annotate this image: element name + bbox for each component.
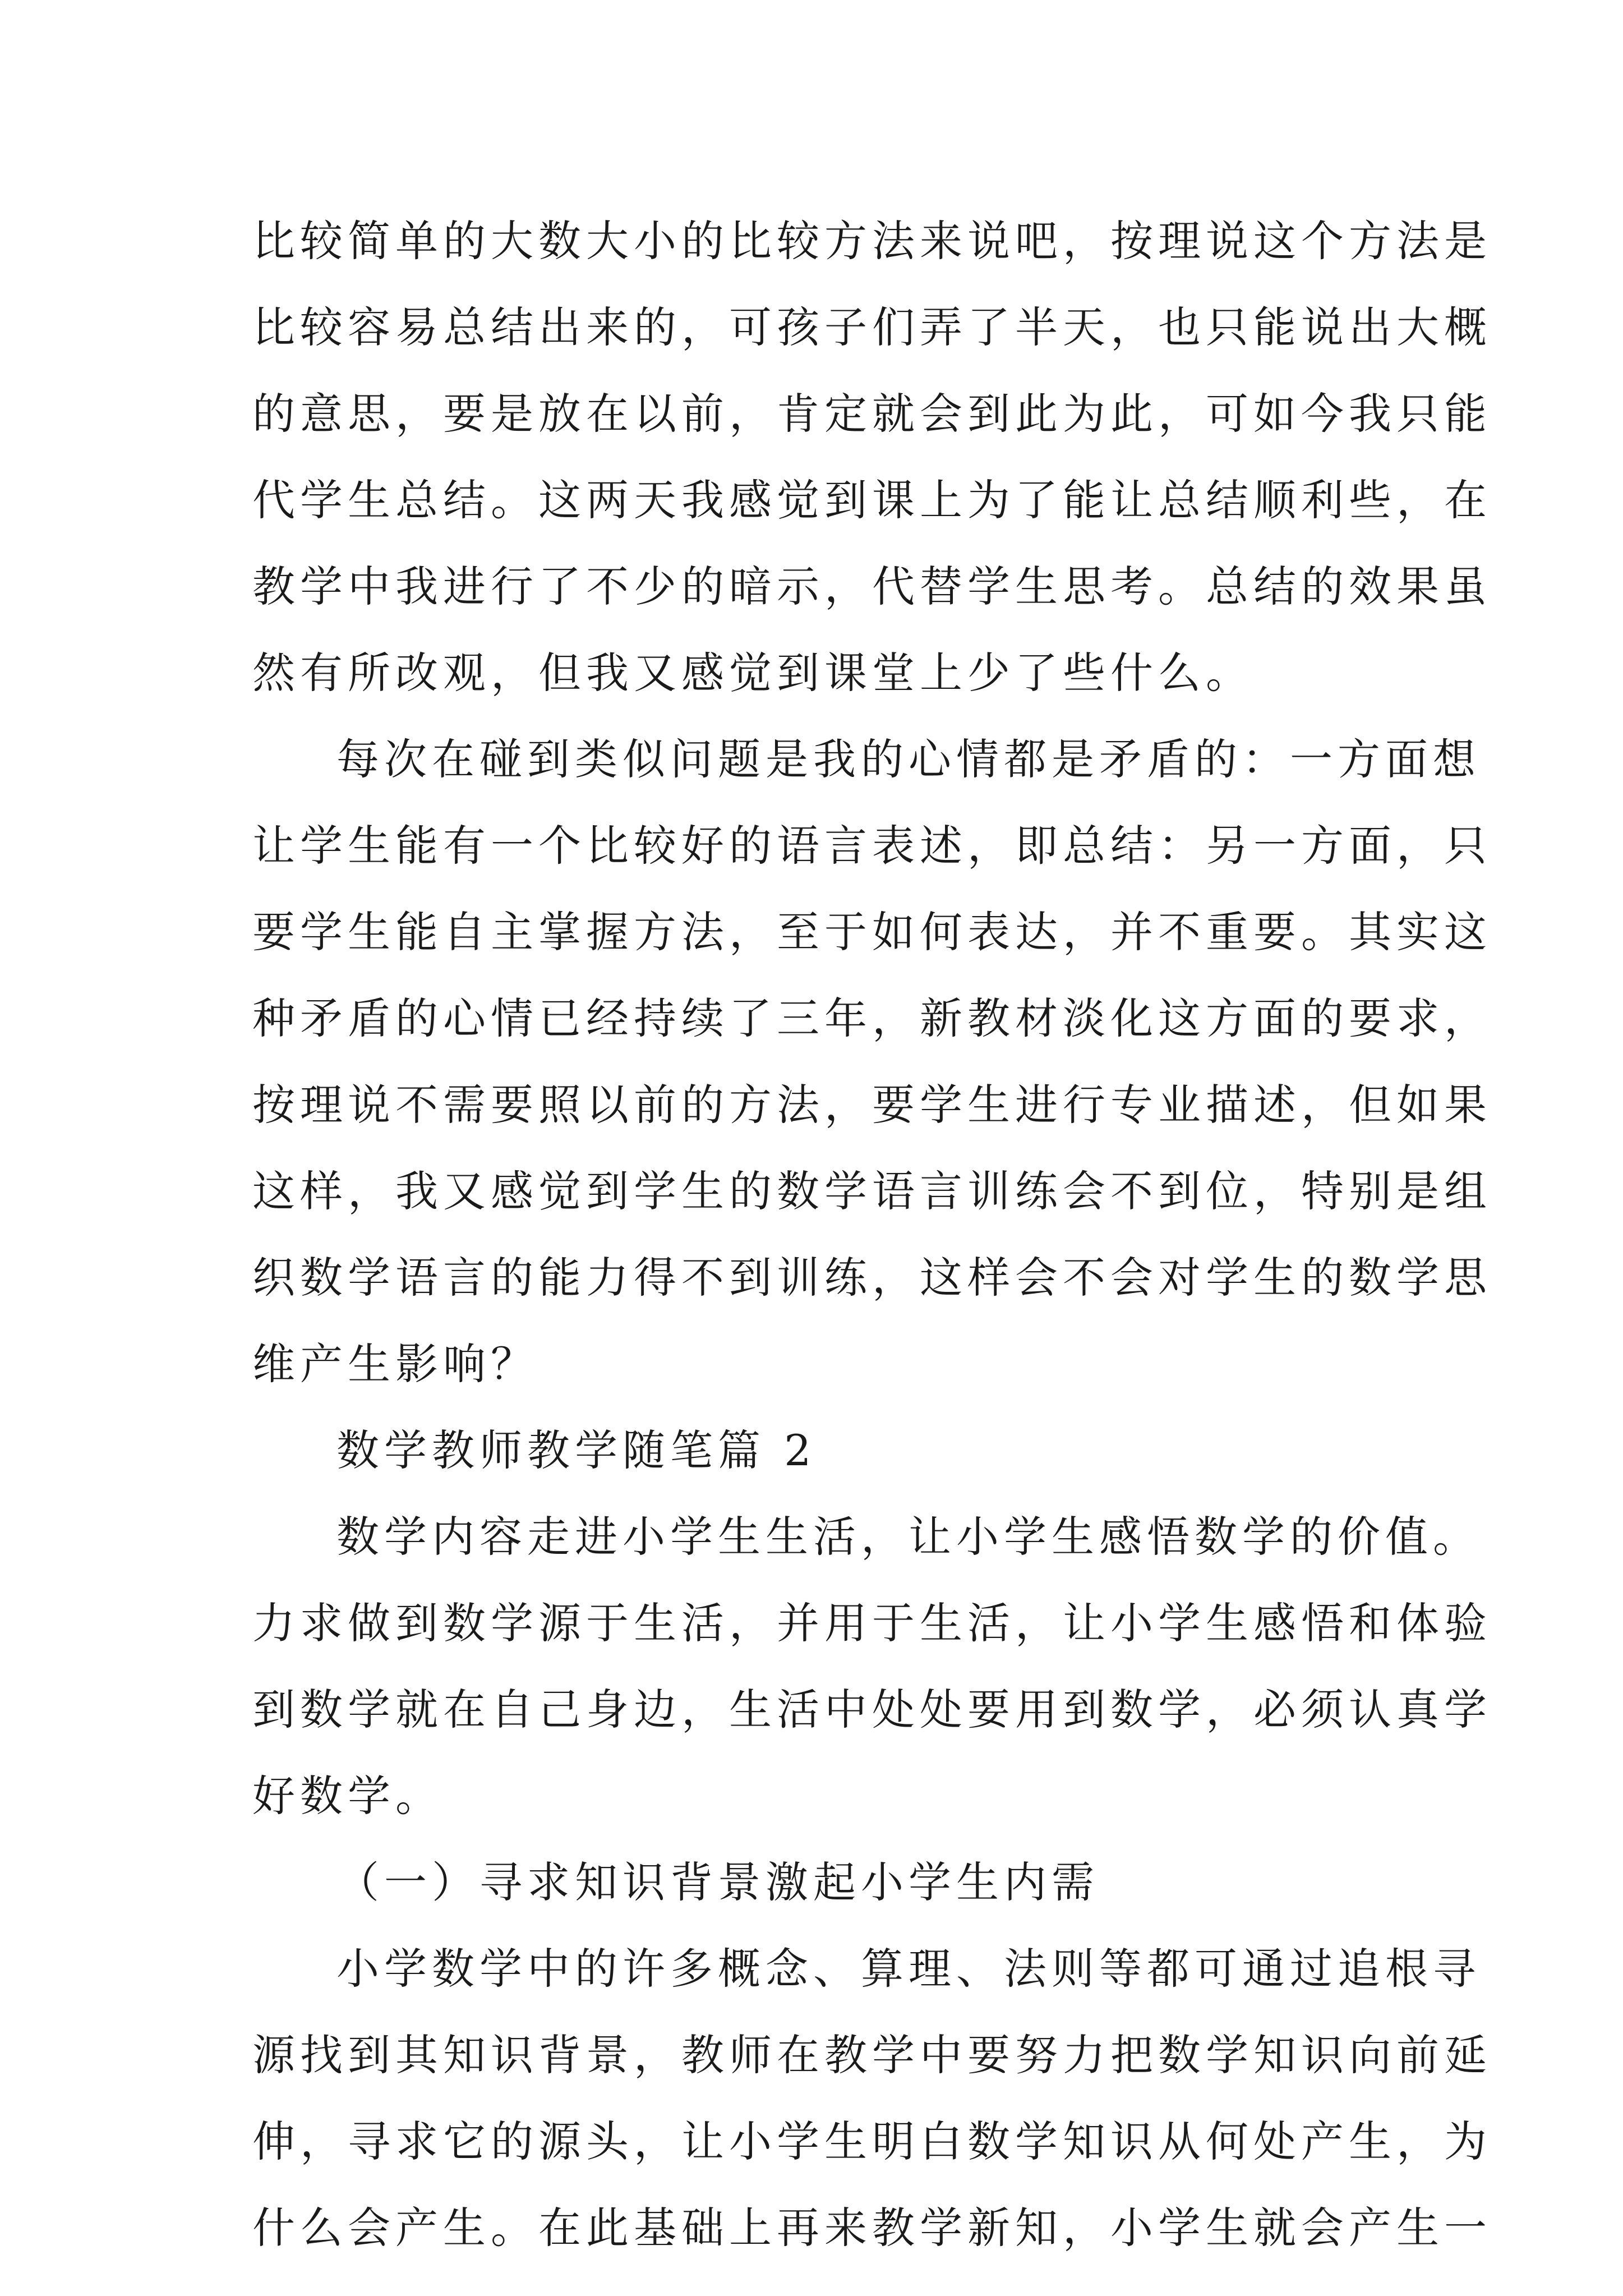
text-line: 什么会产生。在此基础上再来教学新知，小学生就会产生一: [252, 2203, 1492, 2253]
text-line: 比较容易总结出来的，可孩子们弄了半天，也只能说出大概: [252, 302, 1492, 352]
text-line: 数学内容走进小学生生活，让小学生感悟数学的价值。: [336, 1512, 1481, 1562]
text-line: 织数学语言的能力得不到训练，这样会不会对学生的数学思: [252, 1253, 1492, 1303]
text-line: 的意思，要是放在以前，肯定就会到此为此，可如今我只能: [252, 389, 1492, 439]
text-line: 小学数学中的许多概念、算理、法则等都可通过追根寻: [336, 1944, 1481, 1994]
text-line: 每次在碰到类似问题是我的心情都是矛盾的：一方面想: [336, 734, 1481, 784]
text-line: 教学中我进行了不少的暗示，代替学生思考。总结的效果虽: [252, 562, 1492, 611]
text-line: 源找到其知识背景，教师在教学中要努力把数学知识向前延: [252, 2030, 1492, 2080]
text-line: 好数学。: [252, 1771, 443, 1821]
section-heading: 数学教师教学随笔篇 2: [336, 1425, 817, 1475]
text-line: 按理说不需要照以前的方法，要学生进行专业描述，但如果: [252, 1080, 1492, 1130]
text-line: 到数学就在自己身边，生活中处处要用到数学，必须认真学: [252, 1685, 1492, 1734]
text-line: 要学生能自主掌握方法，至于如何表达，并不重要。其实这: [252, 907, 1492, 957]
text-line: 伸，寻求它的源头，让小学生明白数学知识从何处产生，为: [252, 2116, 1492, 2166]
text-line: 然有所改观，但我又感觉到课堂上少了些什么。: [252, 648, 1253, 698]
text-line: 让学生能有一个比较好的语言表述，即总结：另一方面，只: [252, 821, 1492, 871]
text-line: 力求做到数学源于生活，并用于生活，让小学生感悟和体验: [252, 1598, 1492, 1648]
text-line: 维产生影响？: [252, 1339, 538, 1389]
text-line: 代学生总结。这两天我感觉到课上为了能让总结顺利些，在: [252, 475, 1492, 525]
sub-heading: （一）寻求知识背景激起小学生内需: [336, 1857, 1099, 1907]
text-line: 这样，我又感觉到学生的数学语言训练会不到位，特别是组: [252, 1166, 1492, 1216]
text-line: 比较简单的大数大小的比较方法来说吧，按理说这个方法是: [252, 216, 1492, 266]
text-line: 种矛盾的心情已经持续了三年，新教材淡化这方面的要求，: [252, 993, 1492, 1043]
